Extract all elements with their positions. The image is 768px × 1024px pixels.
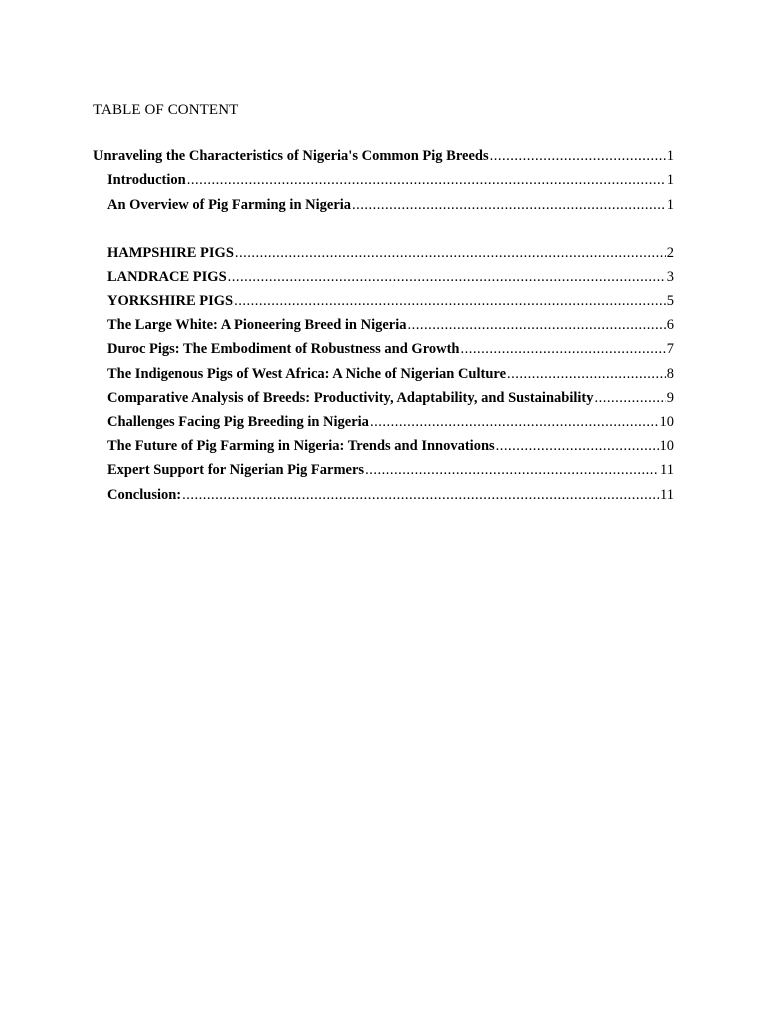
dot-leader [595,389,666,407]
toc-entry-title: Introduction [107,172,186,188]
toc-entry-page: 11 [660,462,674,478]
toc-entry-title: Comparative Analysis of Breeds: Productivity, Adaptability, and Sustainability [107,390,594,406]
toc-entry[interactable] [107,171,674,189]
dot-leader [235,244,666,262]
toc-entry-title: The Future of Pig Farming in Nigeria: Trends and Innovations [107,438,495,454]
dot-leader [352,196,666,214]
toc-entry-page: 5 [666,293,674,309]
toc-entry[interactable] [107,413,674,431]
dot-leader [234,292,666,310]
toc-entry[interactable] [107,268,674,286]
toc-entry[interactable] [107,292,674,310]
toc-entry[interactable] [107,365,674,383]
dot-leader [182,486,659,504]
dot-leader [408,316,666,334]
toc-entry-title: The Large White: A Pioneering Breed in Nigeria [107,317,407,333]
toc-entry-title: Expert Support for Nigerian Pig Farmers [107,462,365,478]
toc-entry[interactable] [107,244,674,262]
toc-entry[interactable] [93,147,674,165]
dot-leader [365,461,659,479]
dot-leader [460,340,665,358]
toc-entry-page: 11 [660,487,674,503]
toc-entry-page: 6 [666,317,674,333]
toc-entry-title: YORKSHIRE PIGS [107,293,234,309]
toc-entry-title: LANDRACE PIGS [107,269,227,285]
toc-entry-page: 8 [666,366,674,382]
toc-entry[interactable] [107,196,674,214]
toc-entry-title: Conclusion: [107,487,182,503]
toc-entry-title: Unraveling the Characteristics of Nigeria's Common Pig Breeds [93,148,489,164]
toc-entry[interactable] [107,389,674,407]
toc-entry[interactable] [107,340,674,358]
toc-entry-page: 1 [666,197,674,213]
toc-entry[interactable] [107,461,674,479]
dot-leader [370,413,659,431]
toc-entry-title: An Overview of Pig Farming in Nigeria [107,197,352,213]
dot-leader [507,365,666,383]
toc-entry-page: 1 [666,172,674,188]
dot-leader [187,171,666,189]
toc-entry-page: 9 [666,390,674,406]
toc-heading: TABLE OF CONTENT [93,102,239,118]
toc-entry-page: 3 [666,269,674,285]
dot-leader [228,268,666,286]
toc-entry-title: HAMPSHIRE PIGS [107,245,234,261]
toc-entry-page: 10 [659,414,674,430]
toc-entry[interactable] [107,486,674,504]
toc-entry[interactable] [107,437,674,455]
dot-leader [496,437,659,455]
toc-entry-page: 1 [666,148,674,164]
toc-entry-page: 7 [666,341,674,357]
toc-entry-page: 10 [659,438,674,454]
toc-entry-title: The Indigenous Pigs of West Africa: A Niche of Nigerian Culture [107,366,507,382]
toc-entry[interactable] [107,316,674,334]
toc-entry-title: Duroc Pigs: The Embodiment of Robustness and Growth [107,341,460,357]
toc-entry-title: Challenges Facing Pig Breeding in Nigeria [107,414,369,430]
dot-leader [490,147,666,165]
toc-entry-page: 2 [666,245,674,261]
